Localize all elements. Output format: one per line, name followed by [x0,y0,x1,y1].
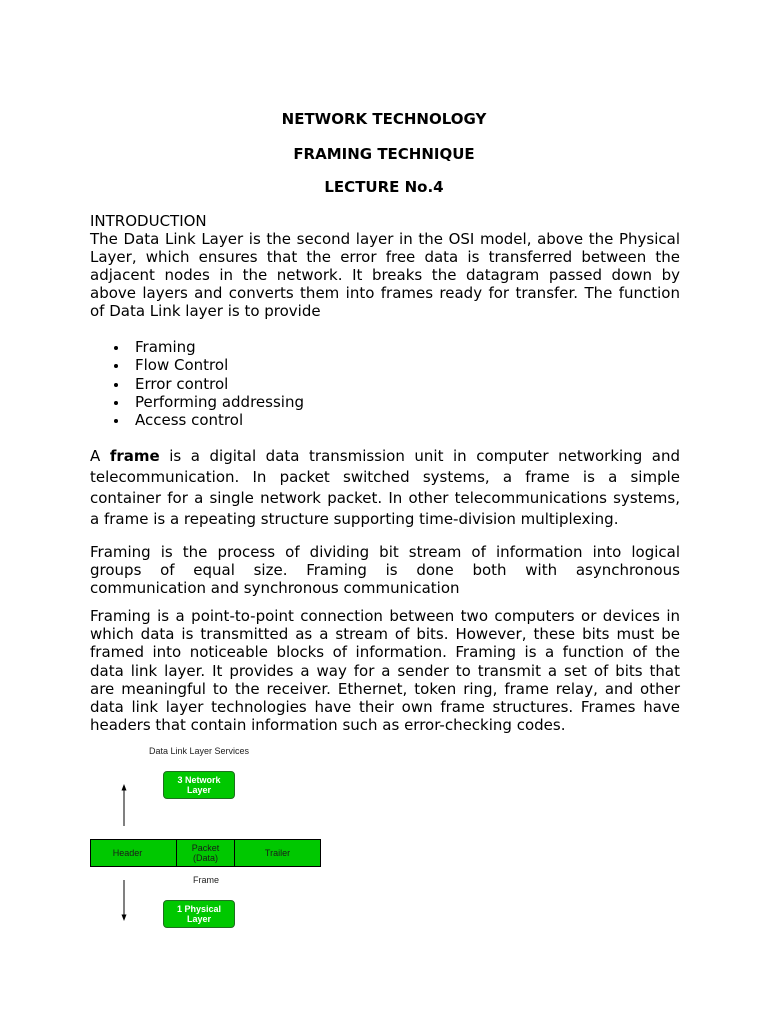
list-item [90,411,680,429]
network-layer-label: Layer [186,785,212,795]
frame-packet-cell [176,840,234,866]
framing-process-paragraph [90,543,680,597]
list-item-label: Access control [135,411,244,429]
upward-arrow [122,784,127,826]
paragraph-line: adjacent nodes in the network. It breaks the datagram passed down by [90,266,680,284]
paragraph-line: are meaningful to the receiver. Ethernet, token ring, frame relay, and other [90,679,680,698]
list-item [90,393,680,411]
frame-packet-label: Packet [191,843,220,853]
data-link-functions-list [90,338,680,429]
paragraph-line: container for a single network packet. In other telecommunications systems, [90,488,680,507]
paragraph-line: Framing is a point-to-point connection between two computers or devices in [90,607,680,625]
paragraph-line: Layer, which ensures that the error free data is transferred between the [90,248,680,266]
paragraph-line: The Data Link Layer is the second layer in the OSI model, above the Physical [90,230,680,248]
physical-layer-box [163,900,235,928]
introduction-section [90,212,680,320]
frame-term: frame [109,446,160,465]
paragraph-line: data link layer technologies have their own frame structures. Frames have [90,698,680,717]
list-item [90,338,680,356]
paragraph-line: groups of equal size. Framing is done both with asynchronous [90,561,680,579]
paragraph-line: framed into noticeable blocks of information. Framing is a function of the [90,643,680,662]
paragraph-line: headers that contain information such as error-checking codes. [90,716,566,735]
paragraph-line: which data is transmitted as a stream of bits. However, these bits must be [90,625,680,644]
paragraph-line: data link layer. It provides a way for a sender to transmit a set of bits that [90,661,680,680]
introduction-heading: INTRODUCTION [90,212,207,230]
paragraph-line-text: is a digital data transmission unit in computer networking and [169,446,680,465]
list-item-label: Performing addressing [135,392,304,411]
downward-arrow [122,880,127,921]
frame-header-cell [91,840,176,866]
frame-trailer-label: Trailer [264,848,291,858]
bullet-icon [114,364,118,368]
course-title: NETWORK TECHNOLOGY [281,110,487,128]
list-item-label: Error control [135,374,229,393]
article-word: A [90,446,101,465]
network-layer-label: 3 Network [177,774,221,785]
frame-trailer-cell [234,840,320,866]
physical-layer-label: 1 Physical [176,903,222,914]
paragraph-line: telecommunication. In packet switched systems, a frame is a simple [90,467,680,486]
frame-caption: Frame [192,875,219,885]
list-item [90,375,680,393]
paragraph-line: a frame is a repeating structure supporting time-division multiplexing. [90,509,619,528]
paragraph-line: Framing is the process of dividing bit stream of information into logical [90,543,680,561]
network-layer-box [163,771,235,799]
topic-title: FRAMING TECHNIQUE [293,145,475,163]
list-item-label: Flow Control [135,356,229,375]
frame-structure-bar [90,839,321,867]
frame-packet-label: (Data) [192,853,218,863]
paragraph-line: communication and synchronous communication [90,579,460,597]
list-item-label: Framing [135,338,196,356]
physical-layer-label: Layer [186,914,212,924]
paragraph-line: above layers and converts them into frames ready for transfer. The function [90,284,680,302]
paragraph-line: of Data Link layer is to provide [90,302,321,320]
bullet-icon [114,383,118,387]
paragraph-line [90,446,680,467]
bullet-icon [114,419,118,423]
diagram-title: Data Link Layer Services [148,746,250,756]
frame-header-label: Header [112,848,143,858]
bullet-icon [114,346,118,350]
lecture-number: LECTURE No.4 [324,178,444,196]
framing-detail-paragraph [90,607,680,734]
list-item [90,356,680,374]
frame-definition-paragraph [90,446,680,530]
bullet-icon [114,401,118,405]
